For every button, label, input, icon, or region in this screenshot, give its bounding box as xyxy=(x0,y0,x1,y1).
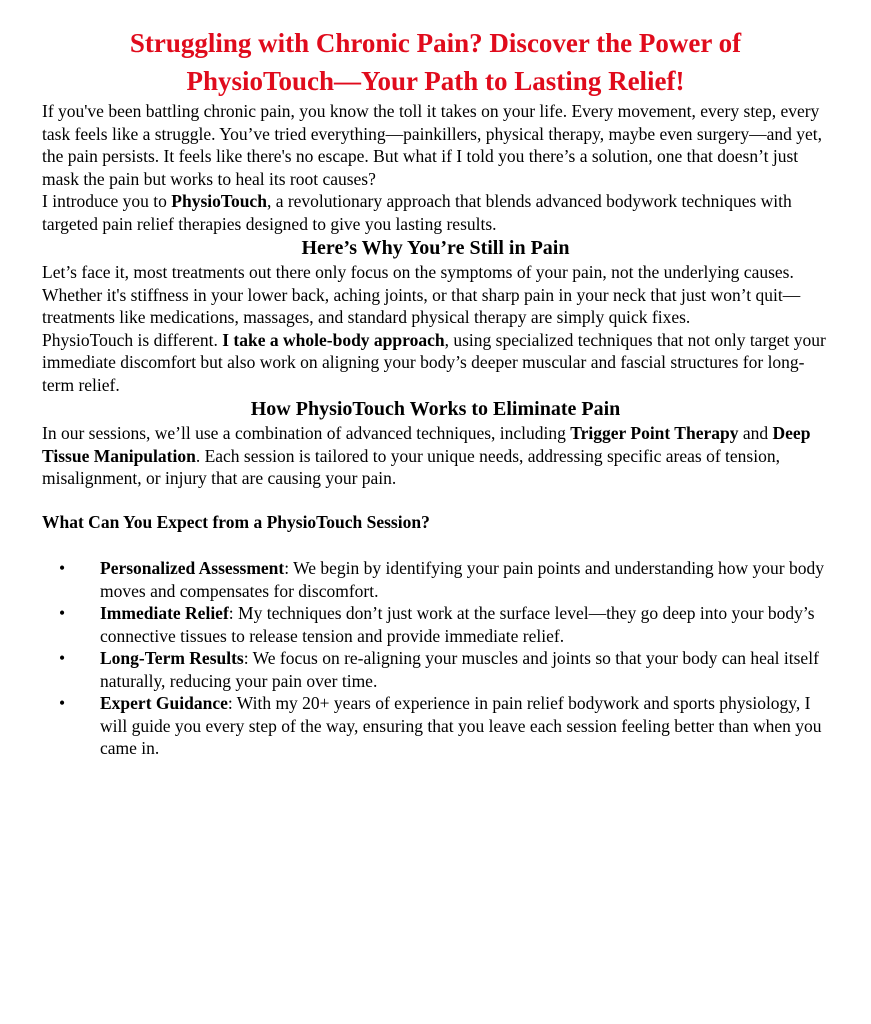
how-heading: How PhysioTouch Works to Eliminate Pain xyxy=(250,398,621,420)
bullet-dot-icon: • xyxy=(59,558,66,578)
why-paragraph-1: Let’s face it, most treatments out there only focus on the symptoms of your pain, not the underlying causes. Whether it's stiffness in your lower back, aching joints, or that sharp pain in your neck that just won’t quit—treatments like medications, massages, and standard physical therapy are simply quick fixes. xyxy=(42,262,801,327)
bullet-dot-icon: • xyxy=(59,603,66,623)
how-p-mid: and xyxy=(738,423,773,443)
list-item-term: Long-Term Results xyxy=(100,648,244,668)
list-item xyxy=(42,602,829,647)
how-bold-trigger-point: Trigger Point Therapy xyxy=(570,423,739,443)
why-paragraph-2 xyxy=(42,329,829,397)
how-p-suffix: . Each session is tailored to your unique needs, addressing specific areas of tension, misalignment, or injury that are causing your pain. xyxy=(42,445,780,488)
list-item-term: Expert Guidance xyxy=(100,693,228,713)
title-line-1: Struggling with Chronic Pain? Discover the Power of xyxy=(129,28,742,58)
bullet-dot-icon: • xyxy=(59,648,66,668)
title-line-2: PhysioTouch—Your Path to Lasting Relief! xyxy=(186,66,685,96)
list-item-text: : We focus on re-aligning your muscles and joints so that your body can heal itself naturally, reducing your pain over time. xyxy=(100,648,819,691)
page-title xyxy=(42,24,829,100)
expect-heading: What Can You Expect from a PhysioTouch Session? xyxy=(42,511,430,532)
list-item-term: Immediate Relief xyxy=(100,603,229,623)
list-item xyxy=(42,692,829,760)
list-item xyxy=(42,647,829,692)
list-item-text: : With my 20+ years of experience in pain relief bodywork and sports physiology, I will guide you every step of the way, ensuring that you leave each session feeling better than when you came in. xyxy=(100,693,822,758)
why-heading: Here’s Why You’re Still in Pain xyxy=(301,237,570,259)
why-p2-prefix: PhysioTouch is different. xyxy=(42,329,223,350)
intro-paragraph-1: If you've been battling chronic pain, you know the toll it takes on your life. Every movement, every step, every task feels like a struggle. You’ve tried everything—painkillers, physical therapy, maybe even surgery—and yet, the pain persists. It feels like there's no escape. But what if I told you there’s a solution, one that doesn’t just mask the pain but works to heal its root causes? xyxy=(42,101,822,189)
how-p-prefix: In our sessions, we’ll use a combination of advanced techniques, including xyxy=(42,423,571,443)
list-item xyxy=(42,557,829,602)
intro-paragraph-2 xyxy=(42,190,829,235)
intro-brand-name: PhysioTouch xyxy=(171,191,267,211)
how-paragraph xyxy=(42,422,829,490)
why-p2-suffix: , using specialized techniques that not only target your immediate discomfort but also work on aligning your body’s deeper muscular and fascial structures for long-term relief. xyxy=(42,329,826,395)
list-item-text: : My techniques don’t just work at the surface level—they go deep into your body’s connective tissues to release tension and provide immediate relief. xyxy=(100,603,815,646)
intro-p2-prefix: I introduce you to xyxy=(42,191,172,211)
list-item-term: Personalized Assessment xyxy=(100,558,285,578)
how-bold-deep-tissue: Deep Tissue Manipulation xyxy=(42,423,811,466)
expect-list xyxy=(42,557,829,760)
list-item-text: : We begin by identifying your pain points and understanding how your body moves and compensates for discomfort. xyxy=(100,558,824,601)
why-p2-bold: I take a whole-body approach xyxy=(222,329,445,350)
intro-p2-suffix: , a revolutionary approach that blends advanced bodywork techniques with targeted pain relief therapies designed to give you lasting results. xyxy=(42,191,792,234)
bullet-dot-icon: • xyxy=(59,693,66,713)
